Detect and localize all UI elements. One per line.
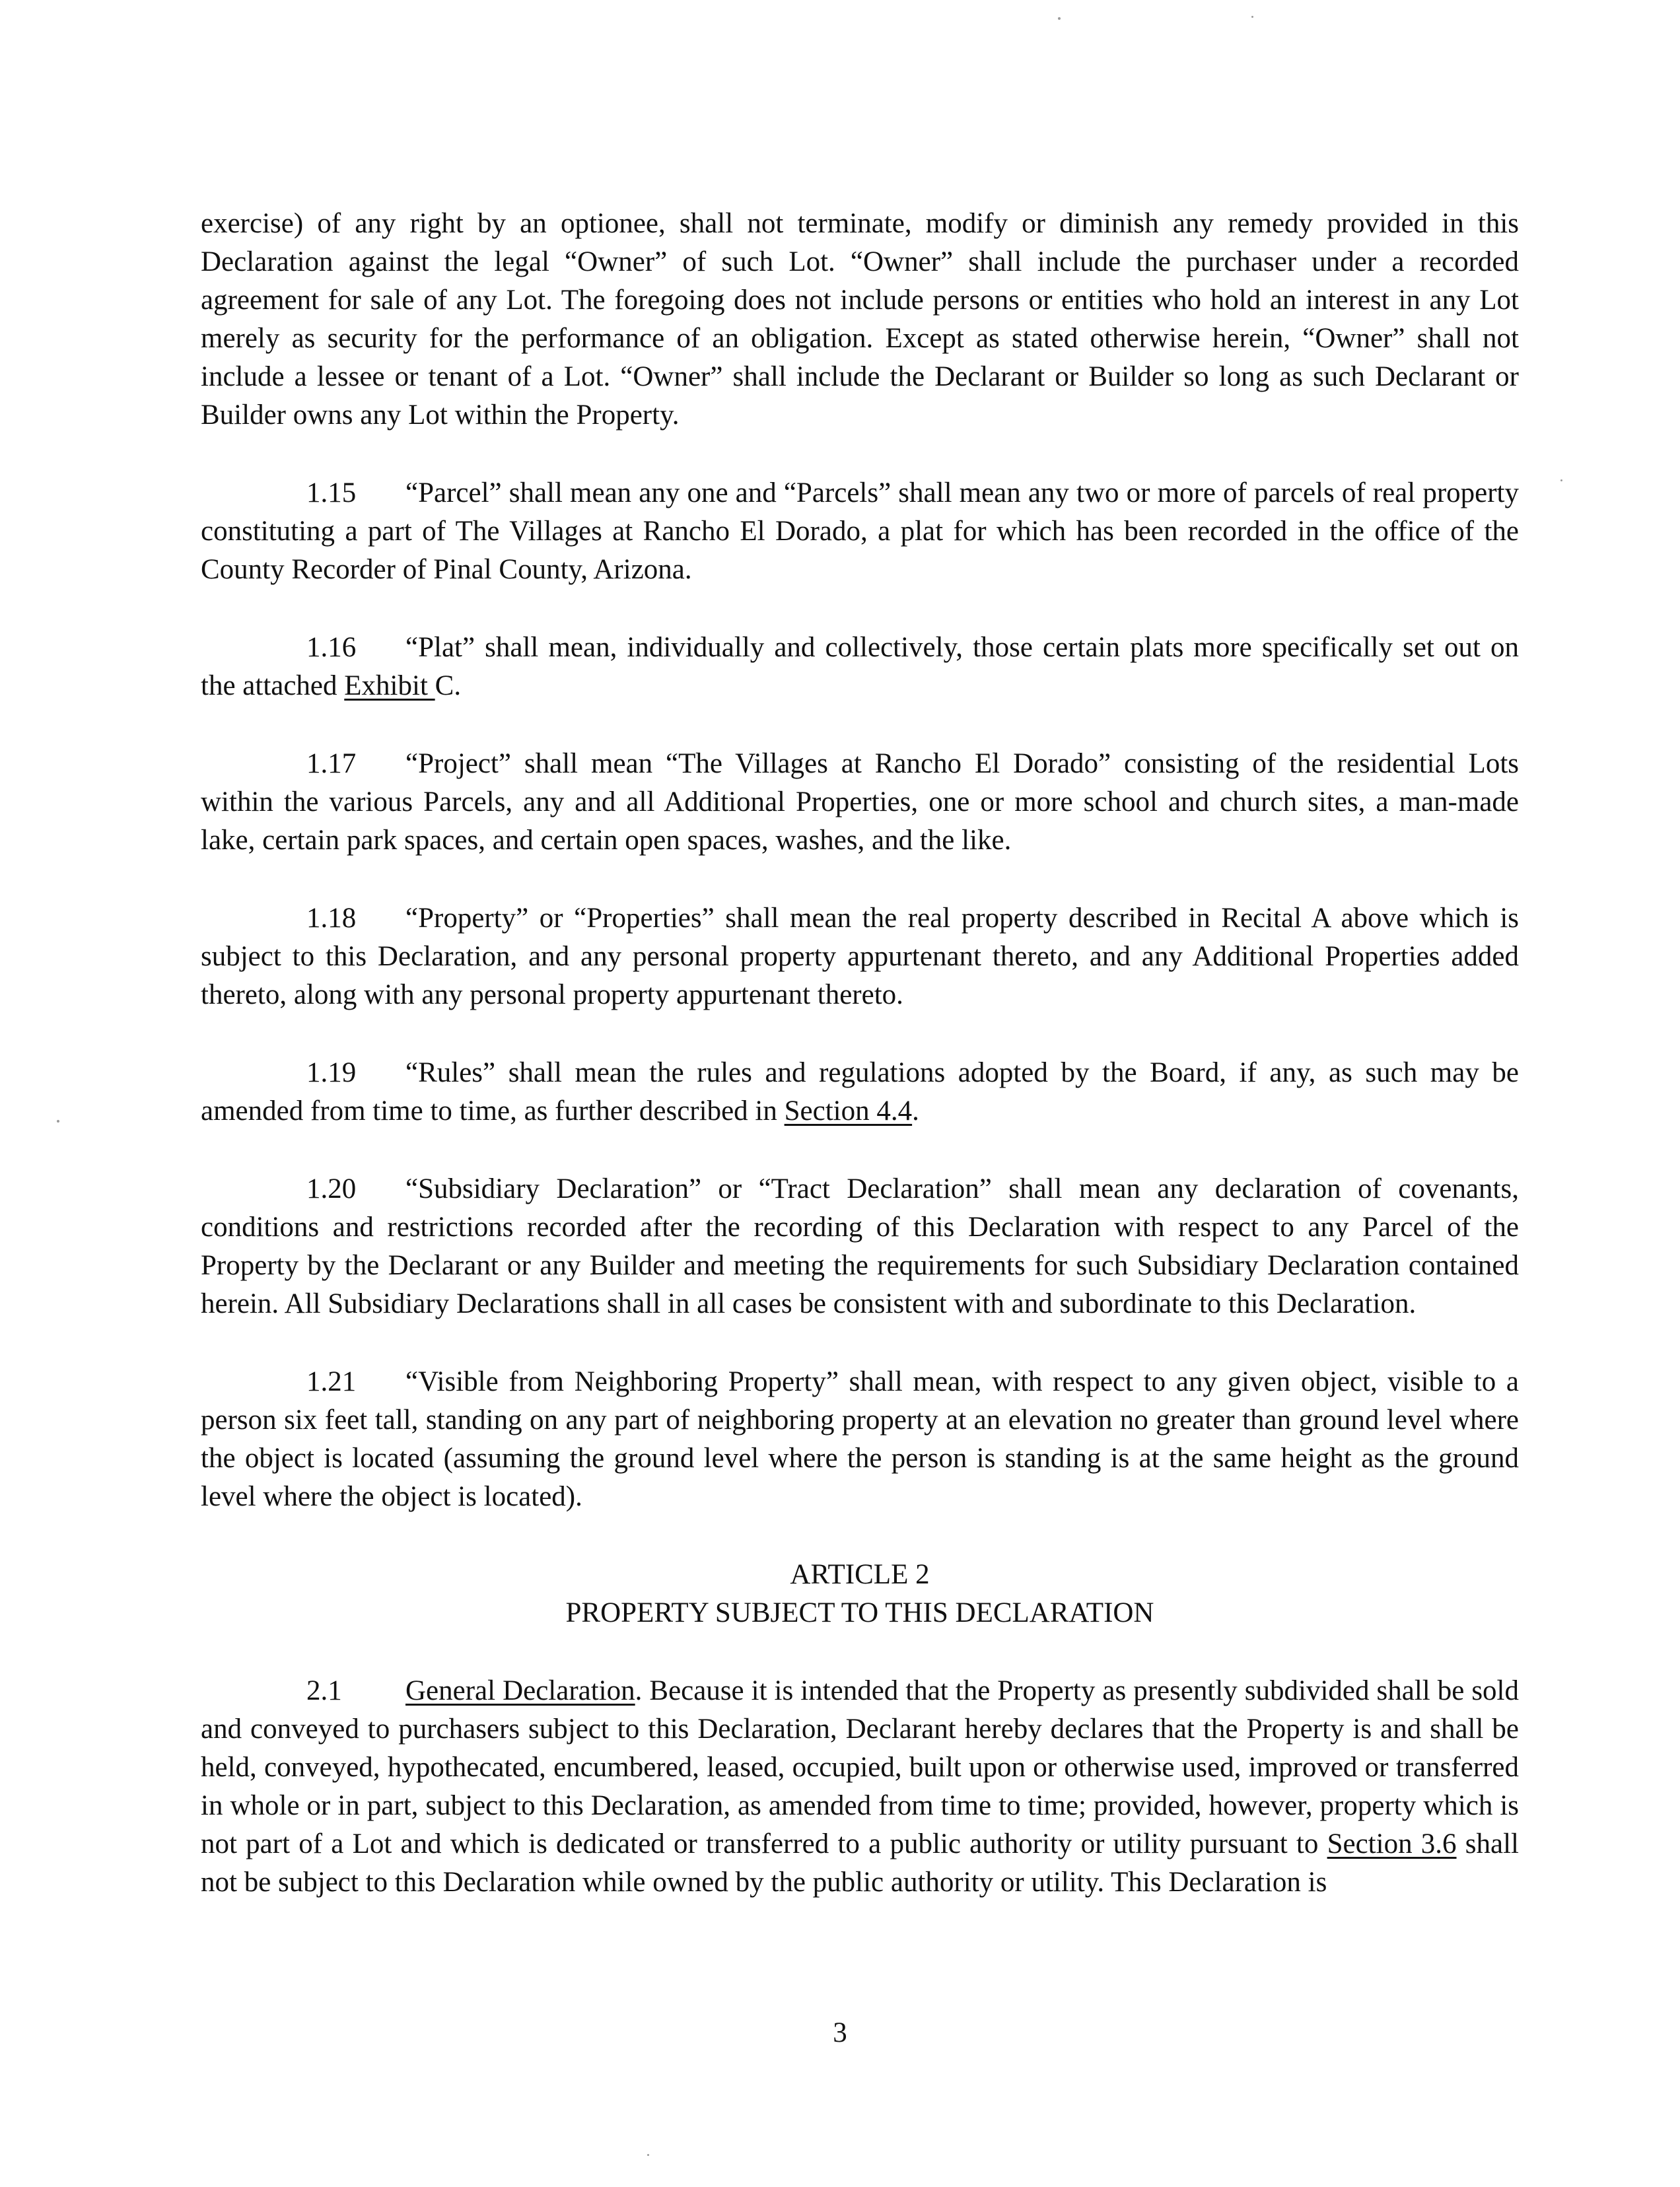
section-number: 1.15 (306, 477, 357, 508)
section-number: 1.19 (306, 1057, 357, 1088)
paragraph-text: “Rules” shall mean the rules and regulations adopted by the Board, if any, as such may be amended from time to time, as further described in (201, 1057, 1519, 1127)
paragraph-1-20 (201, 1170, 1519, 1323)
paragraph-text: “Project” shall mean “The Villages at Rancho El Dorado” consisting of the residential Lots within the various Parcels, any and all Additional Properties, one or more school and church sites, a man-made lake, certain park spaces, and certain open spaces, washes, and the like. (201, 748, 1519, 856)
article-title: PROPERTY SUBJECT TO THIS DECLARATION (565, 1597, 1154, 1628)
exhibit-reference: Exhibit (344, 670, 435, 701)
paragraph-1-21 (201, 1363, 1519, 1516)
paragraph-text: . Because it is intended that the Property as presently subdivided shall be sold and conveyed to purchasers subject to this Declaration, Declarant hereby declares that the Property is and shall be held, conveyed, hypothecated, encumbered, leased, occupied, built upon or otherwise used, improved or transferred in whole or in part, subject to this Declaration, as amended from time to time; provided, however, property which is not part of a Lot and which is dedicated or transferred to a public authority or utility pursuant to (201, 1675, 1519, 1859)
body-text (201, 205, 1519, 1902)
paragraph-text: . (912, 1095, 919, 1127)
paragraph-owner-continued (201, 205, 1519, 434)
scan-speck (57, 1120, 59, 1123)
paragraph-text: shall not be subject to this Declaration while owned by the public authority or utility. This Declaration is (201, 1828, 1519, 1898)
paragraph-1-16 (201, 629, 1519, 705)
scan-speck (647, 2154, 649, 2156)
section-number: 2.1 (306, 1675, 342, 1706)
article-heading: ARTICLE 2 (790, 1559, 930, 1590)
section-heading: General Declaration (405, 1675, 635, 1706)
paragraph-1-18 (201, 899, 1519, 1014)
section-reference: Section 3.6 (1327, 1828, 1457, 1859)
scan-speck (1560, 479, 1562, 481)
scan-speck (1058, 17, 1061, 20)
section-reference: Section 4.4 (784, 1095, 913, 1127)
paragraph-1-19 (201, 1054, 1519, 1130)
paragraph-text: “Parcel” shall mean any one and “Parcels” shall mean any two or more of parcels of real property constituting a part of The Villages at Rancho El Dorado, a plat for which has been recorded in the office of the County Recorder of Pinal County, Arizona. (201, 477, 1519, 585)
section-number: 1.21 (306, 1366, 357, 1397)
section-number: 1.16 (306, 632, 357, 663)
section-number: 1.18 (306, 903, 357, 934)
paragraph-text: exercise) of any right by an optionee, shall not terminate, modify or diminish any remedy provided in this Declaration against the legal “Owner” of such Lot. “Owner” shall include the purchaser under a recorded agreement for sale of any Lot. The foregoing does not include persons or entities who hold an interest in any Lot merely as security for the performance of an obligation. Except as stated otherwise herein, “Owner” shall not include a lessee or tenant of a Lot. “Owner” shall include the Declarant or Builder so long as such Declarant or Builder owns any Lot within the Property. (201, 208, 1519, 431)
paragraph-text: “Subsidiary Declaration” or “Tract Declaration” shall mean any declaration of covenants, conditions and restrictions recorded after the recording of this Declaration with respect to any Parcel of the Property by the Declarant or any Builder and meeting the requirements for such Subsidiary Declaration contained herein. All Subsidiary Declarations shall in all cases be consistent with and subordinate to this Declaration. (201, 1173, 1519, 1319)
paragraph-text: “Plat” shall mean, individually and collectively, those certain plats more specifically set out on the attached (201, 632, 1519, 701)
paragraph-1-15 (201, 474, 1519, 589)
section-number: 1.17 (306, 748, 357, 779)
paragraph-text: “Visible from Neighboring Property” shall mean, with respect to any given object, visible to a person six feet tall, standing on any part of neighboring property at an elevation no greater than ground level where the object is located (assuming the ground level where the person is standing is at the same height as the ground level where the object is located). (201, 1366, 1519, 1512)
page-number: 3 (833, 2017, 847, 2048)
paragraph-text: “Property” or “Properties” shall mean the real property described in Recital A above which is subject to this Declaration, and any personal property appurtenant thereto, and any Additional Properties added thereto, along with any personal property appurtenant thereto. (201, 903, 1519, 1010)
scan-speck (1251, 16, 1253, 18)
article-heading-block (201, 1556, 1519, 1632)
paragraph-2-1 (201, 1672, 1519, 1902)
paragraph-text: C. (435, 670, 462, 701)
paragraph-1-17 (201, 745, 1519, 860)
section-number: 1.20 (306, 1173, 357, 1204)
